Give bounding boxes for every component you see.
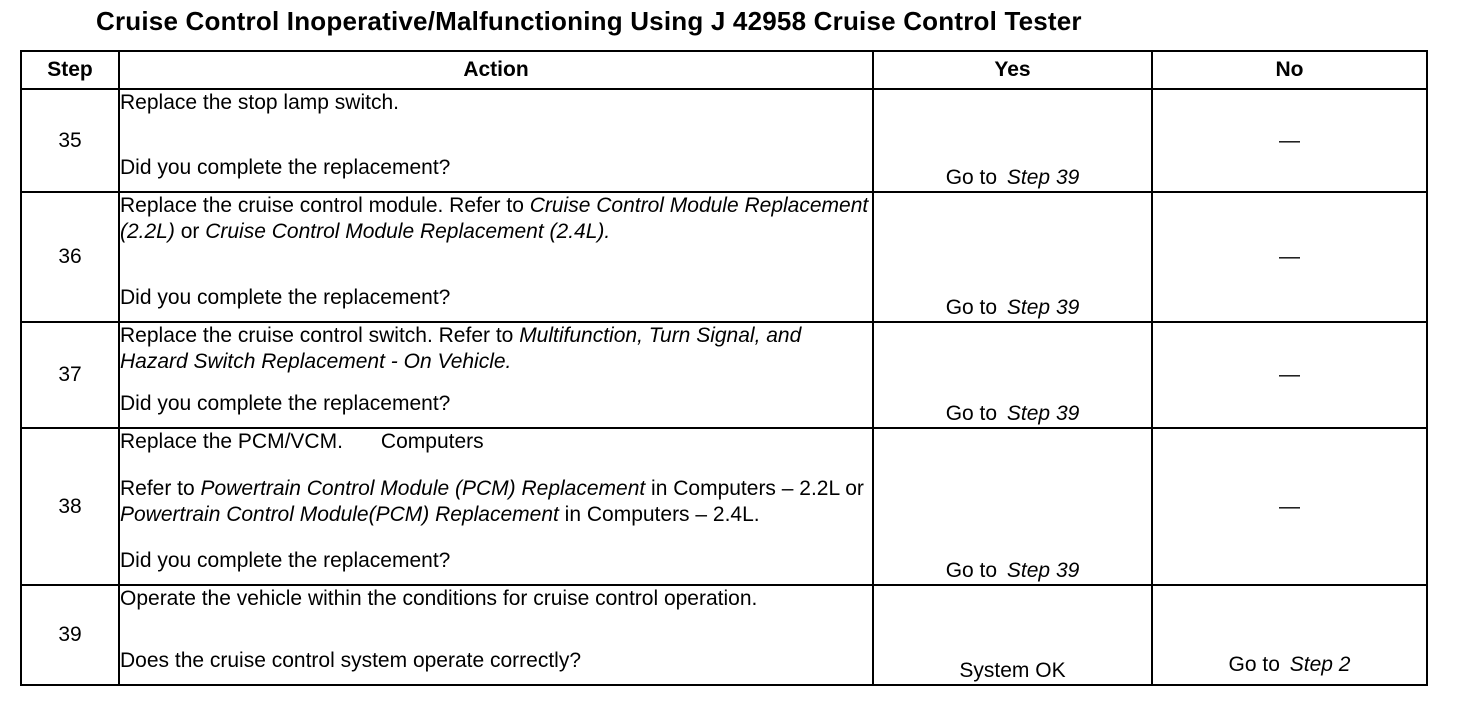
- yes-cell: [873, 428, 1152, 585]
- action-refer-text: Refer to Powertrain Control Module (PCM) Replacement in Computers – 2.2L or Powertrain Control Module(PCM) Replacement in Computers – 2.4L.: [120, 476, 864, 526]
- yes-goto: Go to Step 39: [945, 296, 1080, 319]
- step-number: 38: [21, 428, 119, 585]
- yes-cell: [873, 192, 1152, 322]
- no-cell: [1152, 89, 1427, 192]
- step-number: 37: [21, 322, 119, 428]
- question-text: Did you complete the replacement?: [120, 156, 451, 179]
- yes-cell: [873, 322, 1152, 428]
- action-cell: [119, 428, 873, 585]
- question-text: Did you complete the replacement?: [120, 549, 451, 572]
- action-text: Operate the vehicle within the conditions for cruise control operation.: [120, 587, 758, 610]
- yes-goto: Go to Step 39: [945, 559, 1080, 582]
- no-goto: Go to Step 2: [1228, 653, 1351, 676]
- yes-goto: Go to Step 39: [945, 166, 1080, 189]
- action-cell: [119, 89, 873, 192]
- step-number: 35: [21, 89, 119, 192]
- no-cell: [1152, 585, 1427, 685]
- step-ref-link: Step 39: [1006, 296, 1080, 319]
- no-cell: [1152, 322, 1427, 428]
- action-text: Replace the cruise control switch. Refer to Multifunction, Turn Signal, and Hazard Switch Replacement - On Vehicle.: [120, 324, 802, 373]
- step-ref-link: Step 39: [1006, 402, 1080, 425]
- no-dash: —: [1279, 494, 1300, 518]
- step-ref-link: Step 2: [1289, 653, 1351, 676]
- header-row: [21, 51, 1427, 89]
- action-cell: [119, 192, 873, 322]
- table-row-step-38: [21, 428, 1427, 585]
- yes-cell: [873, 585, 1152, 685]
- question-text: Did you complete the replacement?: [120, 286, 451, 309]
- diagnostic-table: [20, 50, 1428, 686]
- no-cell: [1152, 428, 1427, 585]
- action-cell: [119, 322, 873, 428]
- yes-goto: Go to Step 39: [945, 402, 1080, 425]
- table-row-step-36: [21, 192, 1427, 322]
- header-yes: Yes: [873, 51, 1152, 89]
- table-row-step-39: [21, 585, 1427, 685]
- yes-cell: [873, 89, 1152, 192]
- header-no: No: [1152, 51, 1427, 89]
- step-ref-link: Step 39: [1006, 559, 1080, 582]
- yes-result: System OK: [959, 659, 1066, 682]
- action-text: Replace the PCM/VCM. Computers: [120, 430, 484, 453]
- table-row-step-35: [21, 89, 1427, 192]
- no-dash: —: [1279, 245, 1300, 268]
- action-cell: [119, 585, 873, 685]
- action-text: Replace the cruise control module. Refer to Cruise Control Module Replacement (2.2L) or Cruise Control Module Replacement (2.4L).: [120, 194, 869, 243]
- action-text: Replace the stop lamp switch.: [120, 91, 399, 114]
- table-row-step-37: [21, 322, 1427, 428]
- step-number: 39: [21, 585, 119, 685]
- no-dash: —: [1279, 128, 1300, 152]
- step-ref-link: Step 39: [1006, 166, 1080, 189]
- step-number: 36: [21, 192, 119, 322]
- header-action: Action: [119, 51, 873, 89]
- no-cell: [1152, 192, 1427, 322]
- page-title: Cruise Control Inoperative/Malfunctioning Using J 42958 Cruise Control Tester: [96, 6, 1082, 36]
- question-text: Does the cruise control system operate correctly?: [120, 649, 582, 672]
- header-step: Step: [21, 51, 119, 89]
- no-dash: —: [1279, 363, 1300, 386]
- question-text: Did you complete the replacement?: [120, 392, 451, 415]
